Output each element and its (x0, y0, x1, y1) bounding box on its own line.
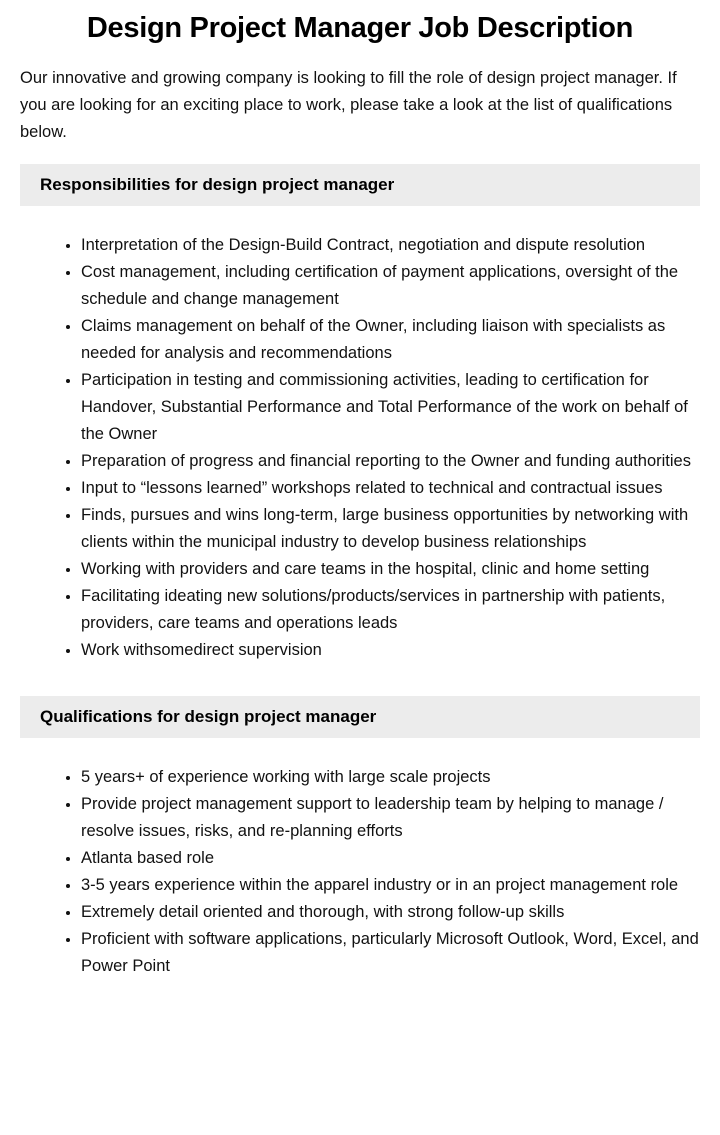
responsibilities-section-header (20, 164, 700, 206)
list-item: • 5 years+ of experience working with large scale projects (81, 764, 700, 791)
qualifications-section-header (20, 696, 700, 738)
list-item: • Working with providers and care teams in the hospital, clinic and home setting (81, 556, 700, 583)
list-item: • Facilitating ideating new solutions/products/services in partnership with patients, providers, care teams and operations leads (81, 583, 700, 637)
intro-paragraph: Our innovative and growing company is looking to fill the role of design project manager. If you are looking for an exciting place to work, please take a look at the list of qualifications below. (20, 69, 677, 141)
list-item: • Extremely detail oriented and thorough, with strong follow-up skills (81, 899, 700, 926)
list-item: • Cost management, including certification of payment applications, oversight of the schedule and change management (81, 259, 700, 313)
list-item: • Claims management on behalf of the Owner, including liaison with specialists as needed for analysis and recommendations (81, 313, 700, 367)
list-item: • Participation in testing and commissioning activities, leading to certification for Handover, Substantial Performance and Total Performance of the work on behalf of the Owner (81, 367, 700, 448)
list-item: • Atlanta based role (81, 845, 700, 872)
list-item: • Input to “lessons learned” workshops related to technical and contractual issues (81, 475, 700, 502)
list-item: • Proficient with software applications, particularly Microsoft Outlook, Word, Excel, and Power Point (81, 926, 700, 980)
responsibilities-list (20, 232, 700, 664)
list-item: • Provide project management support to leadership team by helping to manage / resolve issues, risks, and re-planning efforts (81, 791, 700, 845)
qualifications-list (20, 764, 700, 980)
list-item: • Interpretation of the Design-Build Contract, negotiation and dispute resolution (81, 232, 700, 259)
list-item: • Finds, pursues and wins long-term, large business opportunities by networking with clients within the municipal industry to develop business relationships (81, 502, 700, 556)
list-item: • 3-5 years experience within the apparel industry or in an project management role (81, 872, 700, 899)
page-title: Design Project Manager Job Description (86, 12, 634, 44)
list-item: • Work withsomedirect supervision (81, 637, 700, 664)
qualifications-heading: Qualifications for design project manager (40, 707, 377, 726)
responsibilities-heading: Responsibilities for design project manager (40, 175, 395, 194)
list-item: • Preparation of progress and financial reporting to the Owner and funding authorities (81, 448, 700, 475)
